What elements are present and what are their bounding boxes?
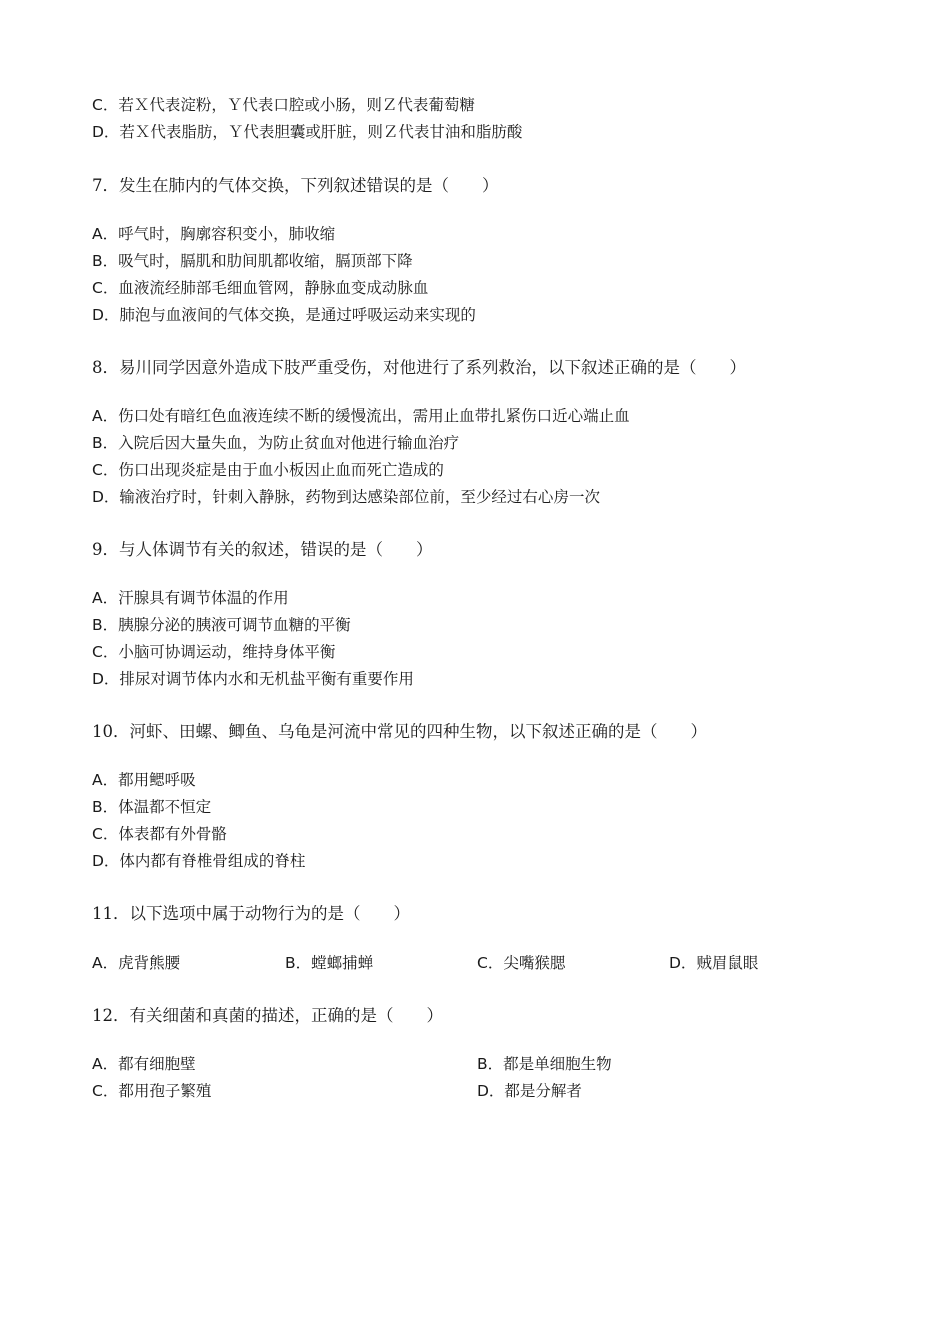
question-7-stem: 7．发生在肺内的气体交换，下列叙述错误的是（ ）: [92, 176, 499, 195]
prev-option-d: D．若Ｘ代表脂肪，Ｙ代表胆囊或肝脏，则Ｚ代表甘油和脂肪酸: [92, 123, 523, 141]
question-11-option-d: D．贼眉鼠眼: [669, 954, 759, 972]
question-7-option-b: B．吸气时，膈肌和肋间肌都收缩，膈顶部下降: [92, 252, 413, 270]
question-8-option-d: D．输液治疗时，针刺入静脉，药物到达感染部位前，至少经过右心房一次: [92, 488, 600, 506]
question-9-option-c: C．小脑可协调运动，维持身体平衡: [92, 643, 336, 661]
question-8-option-a: A．伤口处有暗红色血液连续不断的缓慢流出，需用止血带扎紧伤口近心端止血: [92, 407, 630, 425]
question-9-option-b: B．胰腺分泌的胰液可调节血糖的平衡: [92, 616, 351, 634]
question-11-option-c: C．尖嘴猴腮: [477, 954, 566, 972]
question-10-option-a: A．都用鳃呼吸: [92, 771, 196, 789]
question-12-option-b: B．都是单细胞生物: [477, 1055, 612, 1073]
question-10-option-c: C．体表都有外骨骼: [92, 825, 227, 843]
question-10-stem: 10．河虾、田螺、鲫鱼、乌龟是河流中常见的四种生物，以下叙述正确的是（ ）: [92, 722, 707, 741]
question-11-option-b: B．螳螂捕蝉: [285, 954, 374, 972]
question-10-option-b: B．体温都不恒定: [92, 798, 212, 816]
question-9-option-a: A．汗腺具有调节体温的作用: [92, 589, 289, 607]
question-9-option-d: D．排尿对调节体内水和无机盐平衡有重要作用: [92, 670, 414, 688]
question-9-stem: 9．与人体调节有关的叙述，错误的是（ ）: [92, 540, 433, 559]
prev-option-c: C．若Ｘ代表淀粉，Ｙ代表口腔或小肠，则Ｚ代表葡萄糖: [92, 96, 475, 114]
question-11-stem: 11．以下选项中属于动物行为的是（ ）: [92, 904, 410, 923]
question-12-option-a: A．都有细胞壁: [92, 1055, 196, 1073]
question-8-option-b: B．入院后因大量失血，为防止贫血对他进行输血治疗: [92, 434, 460, 452]
question-11-option-a: A．虎背熊腰: [92, 954, 181, 972]
question-10-option-d: D．体内都有脊椎骨组成的脊柱: [92, 852, 306, 870]
question-7-option-d: D．肺泡与血液间的气体交换，是通过呼吸运动来实现的: [92, 306, 476, 324]
question-12-option-d: D．都是分解者: [477, 1082, 582, 1100]
question-12-stem: 12．有关细菌和真菌的描述，正确的是（ ）: [92, 1006, 443, 1025]
question-8-stem: 8．易川同学因意外造成下肢严重受伤，对他进行了系列救治，以下叙述正确的是（ ）: [92, 358, 746, 377]
question-7-option-a: A．呼气时，胸廓容积变小，肺收缩: [92, 225, 336, 243]
question-7-option-c: C．血液流经肺部毛细血管网，静脉血变成动脉血: [92, 279, 429, 297]
question-12-option-c: C．都用孢子繁殖: [92, 1082, 212, 1100]
question-8-option-c: C．伤口出现炎症是由于血小板因止血而死亡造成的: [92, 461, 444, 479]
